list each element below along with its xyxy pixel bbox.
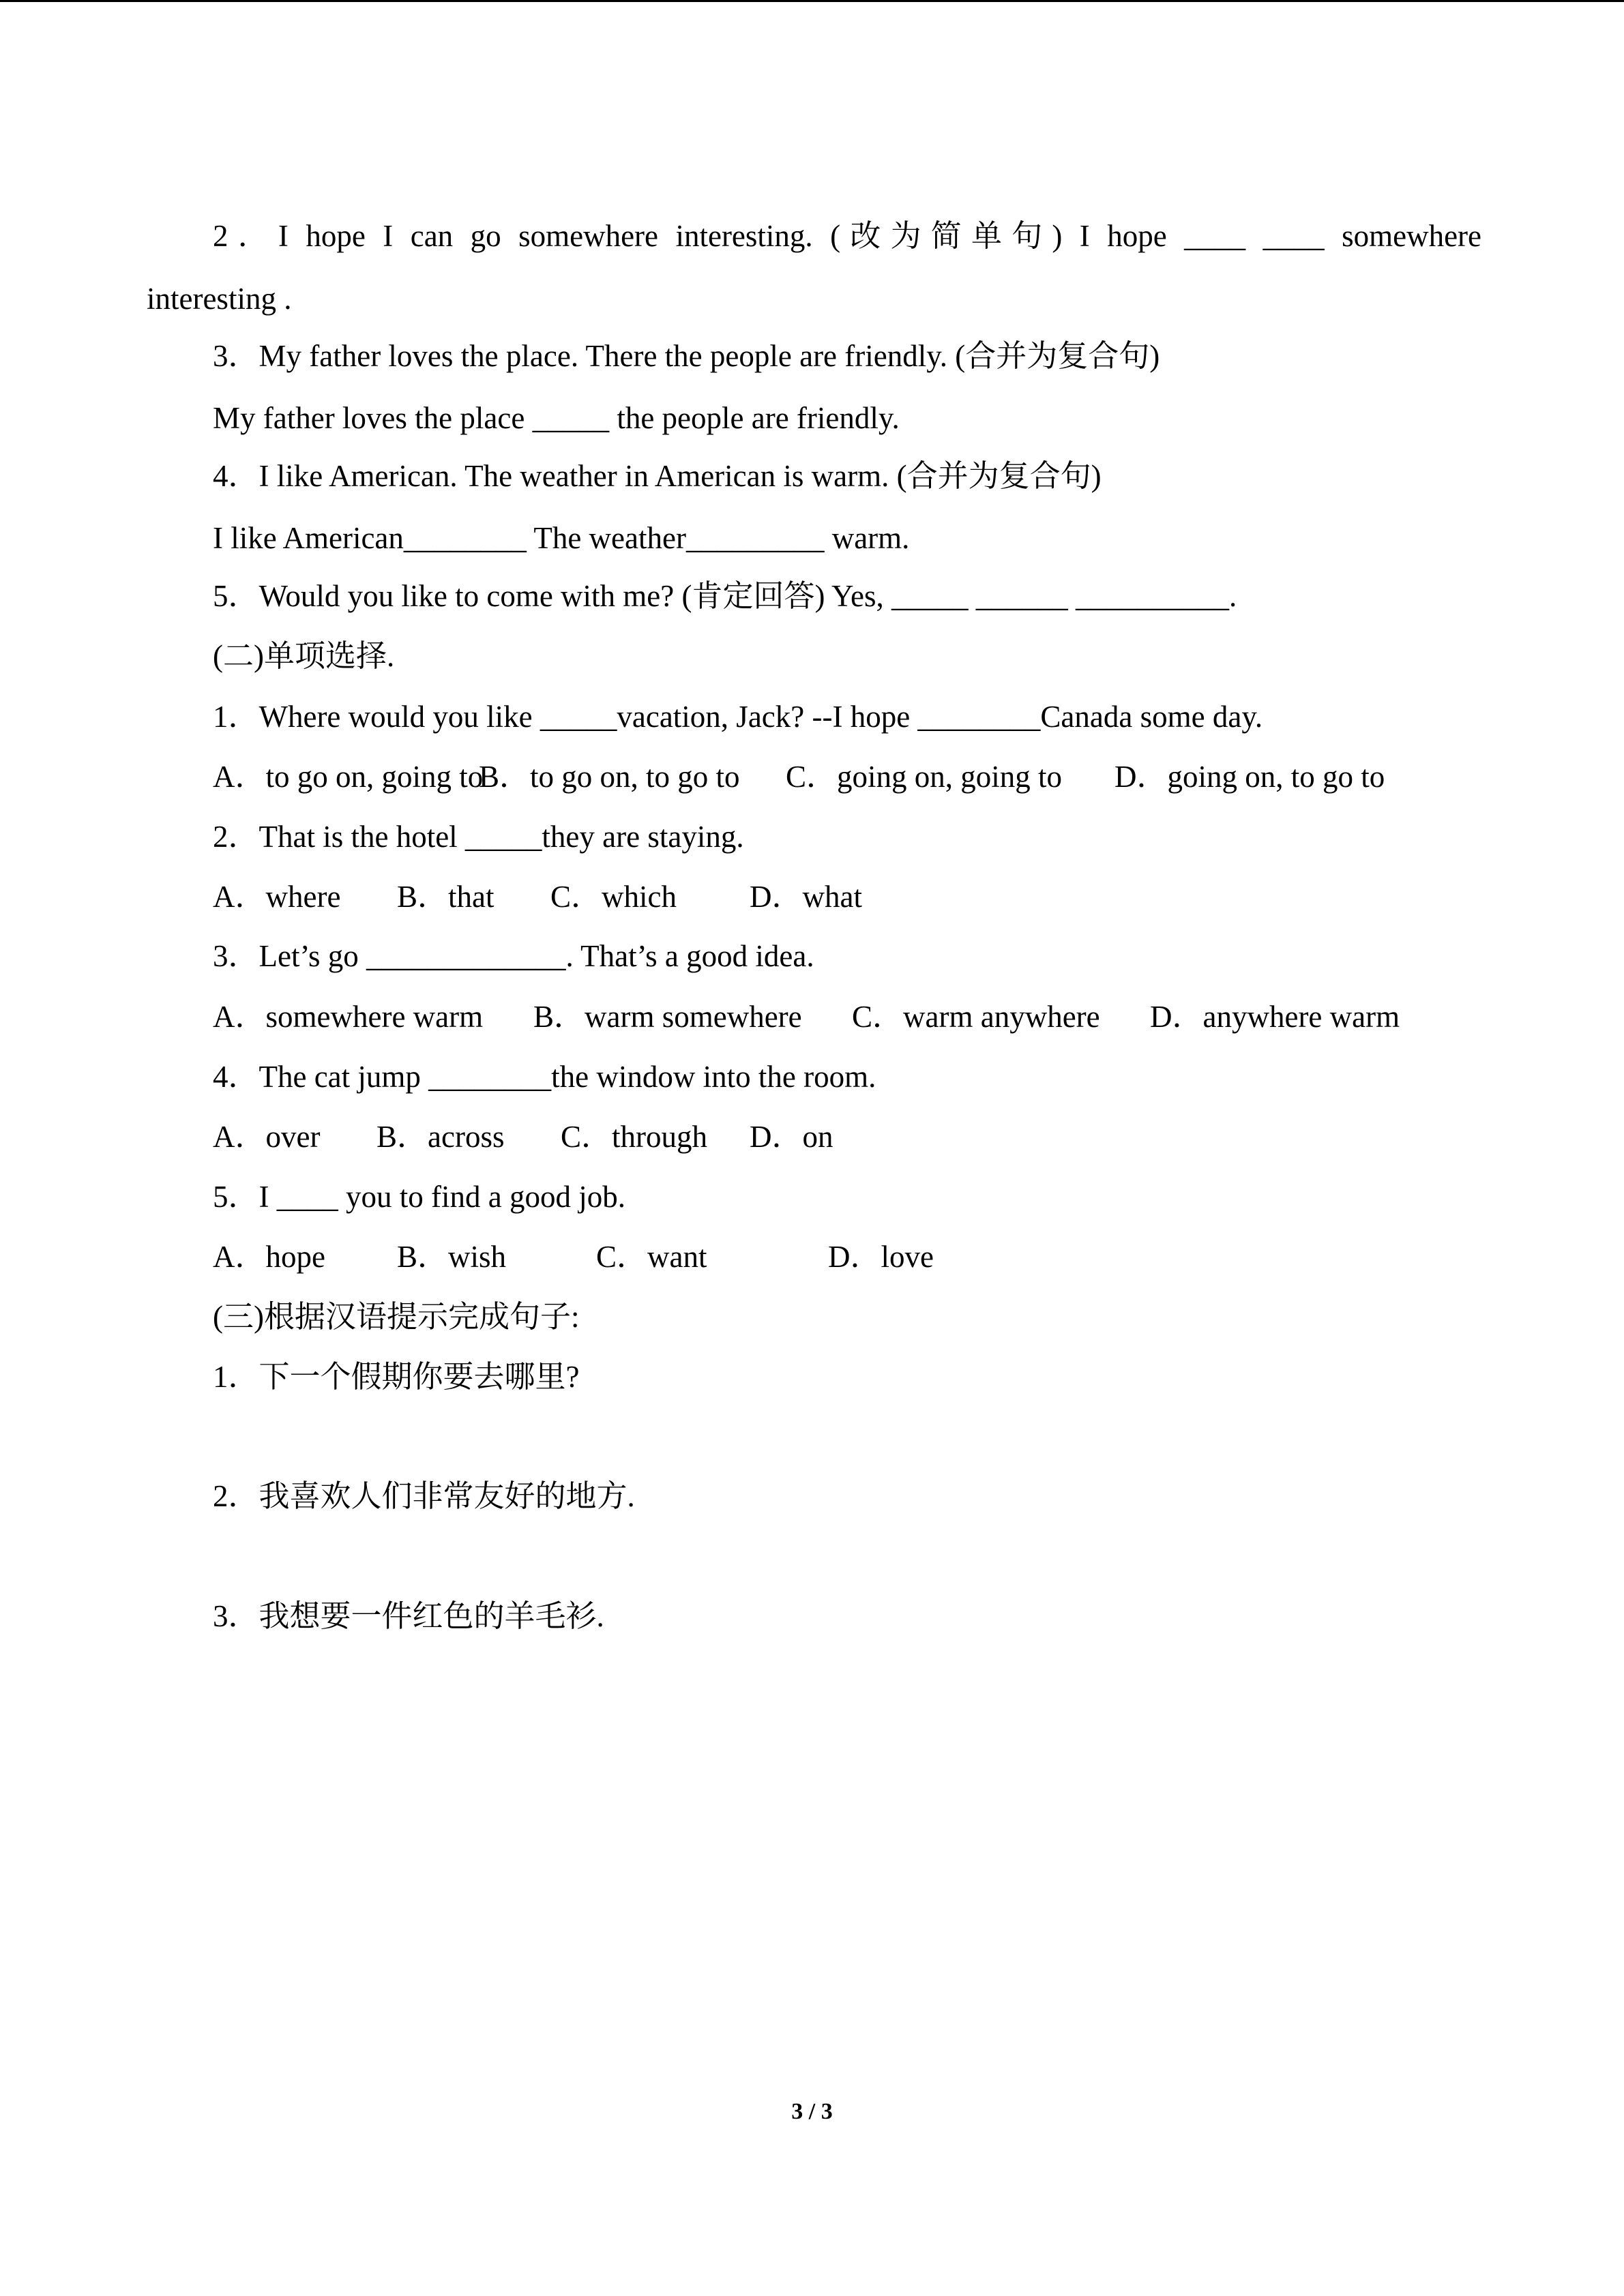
mc-q1-options [213, 758, 1481, 796]
page-number: 3 / 3 [791, 2099, 833, 2124]
translation-item-3: 3．我想要一件红色的羊毛衫. [213, 1599, 604, 1633]
mc-q1-stem: 1．Where would you like _____vacation, Jack? --I hope ________Canada some day. [213, 700, 1263, 734]
mc-q1-option-b: B．to go on, to go to [479, 760, 740, 794]
mc-q3-option-d: D．anywhere warm [1150, 1000, 1400, 1034]
q5-prompt: 5．Would you like to come with me? (肯定回答) Yes, _____ ______ __________. [213, 579, 1237, 613]
mc-q2-option-c: C．which [550, 880, 677, 914]
mc-q3-stem: 3．Let’s go _____________. That’s a good idea. [213, 939, 814, 973]
mc-q4-option-b: B．across [377, 1120, 505, 1154]
mc-q1-option-c: C．going on, going to [786, 760, 1063, 794]
mc-q2-options [213, 878, 1481, 916]
mc-q4-option-c: C．through [561, 1120, 708, 1154]
mc-q5-option-b: B．wish [397, 1240, 507, 1274]
q4-prompt: 4．I like American. The weather in American is warm. (合并为复合句) [213, 459, 1102, 493]
mc-q5-stem: 5．I ____ you to find a good job. [213, 1180, 625, 1214]
mc-q5-option-c: C．want [596, 1240, 707, 1274]
mc-q4-option-d: D．on [750, 1120, 833, 1154]
mc-q5-option-d: D．love [828, 1240, 934, 1274]
mc-q2-option-b: B．that [397, 880, 494, 914]
q2-line1: 2．I hope I can go somewhere interesting. (改为简单句) I hope ____ ____ somewhere [213, 219, 1481, 253]
mc-q3-option-a: A．somewhere warm [213, 1000, 484, 1034]
mc-q4-option-a: A．over [213, 1120, 321, 1154]
section3-heading: (三)根据汉语提示完成句子: [213, 1300, 580, 1334]
mc-q2-option-d: D．what [750, 880, 862, 914]
mc-q2-stem: 2．That is the hotel _____they are staying. [213, 820, 744, 854]
mc-q2-option-a: A．where [213, 880, 341, 914]
mc-q1-option-d: D．going on, to go to [1114, 760, 1385, 794]
mc-q3-option-b: B．warm somewhere [533, 1000, 802, 1034]
top-border [0, 0, 1624, 2]
q4-answer-line: I like American________ The weather_________ warm. [213, 521, 910, 555]
mc-q3-option-c: C．warm anywhere [852, 1000, 1100, 1034]
mc-q5-options [213, 1238, 1481, 1276]
translation-item-2: 2．我喜欢人们非常友好的地方. [213, 1479, 635, 1513]
translation-item-1: 1．下一个假期你要去哪里? [213, 1360, 580, 1394]
mc-q1-option-a: A．to go on, going to [213, 760, 484, 794]
q3-prompt: 3．My father loves the place. There the people are friendly. (合并为复合句) [213, 339, 1160, 373]
mc-q3-options [213, 998, 1481, 1036]
section2-heading: (二)单项选择. [213, 639, 395, 673]
mc-q5-option-a: A．hope [213, 1240, 325, 1274]
mc-q4-stem: 4．The cat jump ________the window into the room. [213, 1060, 876, 1094]
q2-line2: interesting . [147, 282, 292, 316]
mc-q4-options [213, 1118, 1481, 1156]
q3-answer-line: My father loves the place _____ the people are friendly. [213, 401, 900, 435]
